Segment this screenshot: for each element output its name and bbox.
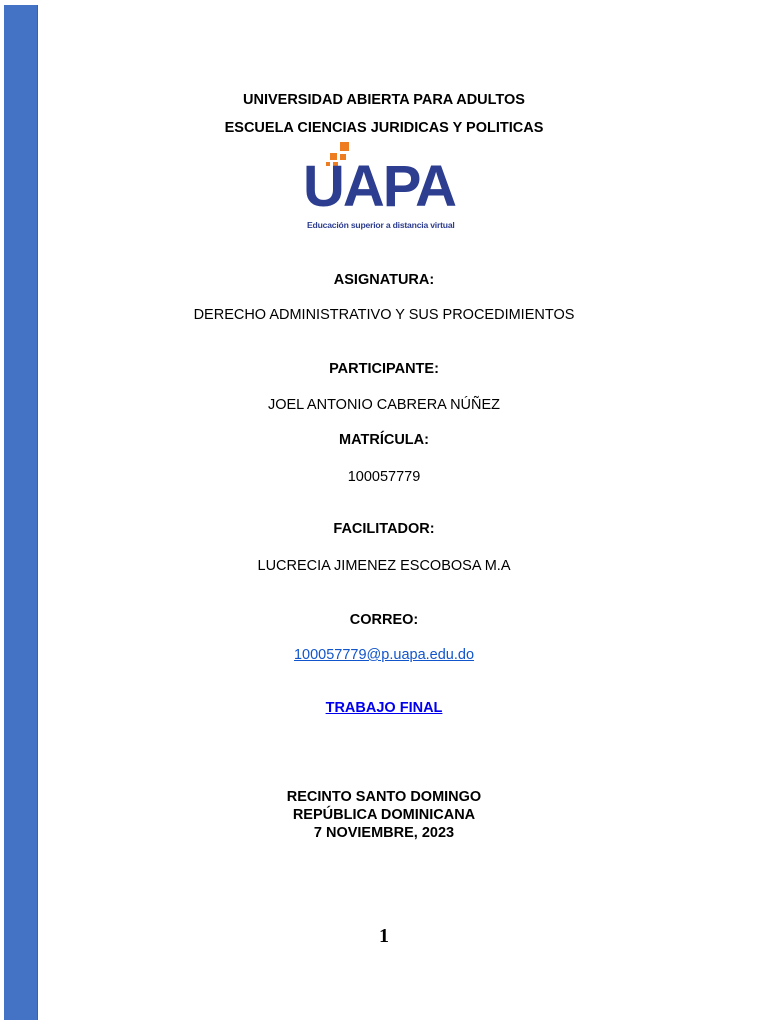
assignment-title-line — [0, 699, 768, 717]
left-accent-bar — [4, 5, 38, 1020]
logo-wordmark: UAPA — [303, 154, 456, 219]
participant-value: JOEL ANTONIO CABRERA NÚÑEZ — [267, 397, 501, 413]
email-label: CORREO: — [349, 612, 419, 628]
enrollment-value: 100057779 — [347, 469, 421, 485]
facilitator-value: LUCRECIA JIMENEZ ESCOBOSA M.A — [257, 558, 511, 574]
university-name: UNIVERSIDAD ABIERTA PARA ADULTOS — [243, 92, 525, 108]
school-name: ESCUELA CIENCIAS JURIDICAS Y POLITICAS — [224, 120, 544, 136]
country: REPÚBLICA DOMINICANA — [292, 807, 476, 823]
subject-label: ASIGNATURA: — [333, 272, 435, 288]
date: 7 NOVIEMBRE, 2023 — [313, 825, 455, 841]
campus: RECINTO SANTO DOMINGO — [286, 789, 482, 805]
participant-label: PARTICIPANTE: — [329, 361, 439, 377]
facilitator-label: FACILITADOR: — [333, 521, 435, 537]
email-line — [0, 646, 768, 664]
uapa-logo — [300, 142, 470, 236]
email-link[interactable]: 100057779@p.uapa.edu.do — [293, 647, 475, 663]
logo-tagline: Educación superior a distancia virtual — [307, 220, 455, 230]
logo-square — [340, 142, 349, 151]
subject-value: DERECHO ADMINISTRATIVO Y SUS PROCEDIMIENTOS — [193, 307, 575, 323]
page-number: 1 — [379, 925, 389, 947]
assignment-title[interactable]: TRABAJO FINAL — [325, 700, 443, 716]
enrollment-label: MATRÍCULA: — [339, 432, 429, 448]
